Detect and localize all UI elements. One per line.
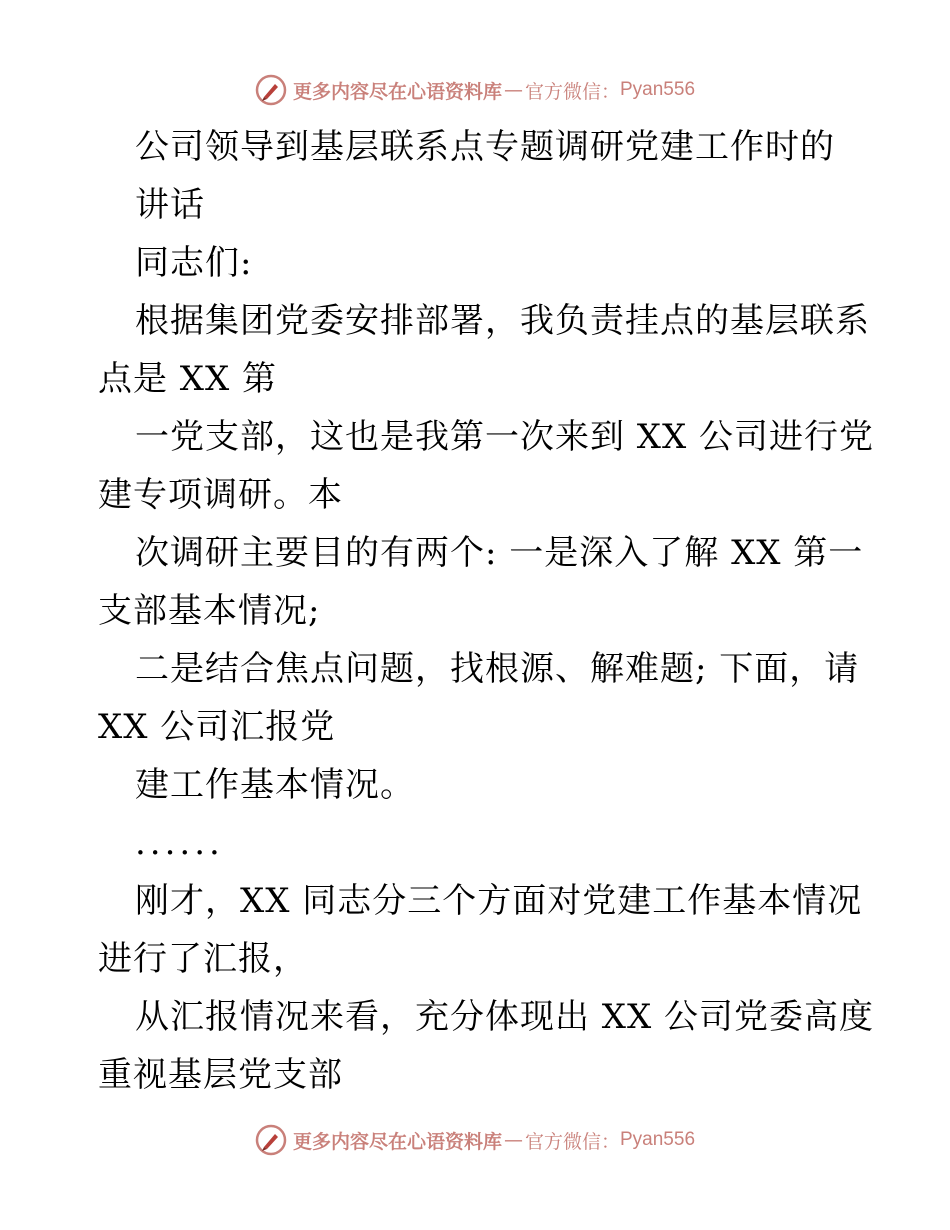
pen-logo-icon: [255, 74, 287, 106]
watermark-id: Pyan556: [620, 79, 696, 100]
watermark-sub: 官方微信：: [524, 1130, 620, 1153]
paragraph: 刚才，XX 同志分三个方面对党建工作基本情况 进行了汇报，: [98, 881, 863, 979]
watermark-sub: 官方微信：: [524, 80, 620, 103]
watermark-dash: —: [503, 1129, 523, 1151]
paragraph: 从汇报情况来看，充分体现出 XX 公司党委高度 重视基层党支部: [98, 997, 875, 1095]
paragraph: 建工作基本情况。: [135, 765, 415, 805]
pen-logo-icon: [255, 1124, 287, 1156]
footer-watermark: [0, 1120, 950, 1160]
watermark-id: Pyan556: [620, 1129, 696, 1150]
watermark-brand: 更多内容尽在心语资料库: [292, 80, 502, 103]
watermark-brand: 更多内容尽在心语资料库: [292, 1130, 502, 1153]
paragraph: 二是结合焦点问题，找根源、解难题; 下面，请 XX 公司汇报党: [98, 649, 860, 747]
ellipsis-line: ......: [135, 823, 224, 863]
document-body: [98, 118, 875, 1104]
paragraph-title: 公司领导到基层联系点专题调研党建工作时的 讲话: [135, 127, 835, 225]
paragraph: 一党支部，这也是我第一次来到 XX 公司进行党 建专项调研。本: [98, 417, 875, 515]
watermark-dash: —: [503, 79, 523, 101]
header-watermark: [0, 70, 950, 110]
paragraph: 次调研主要目的有两个: 一是深入了解 XX 第一 支部基本情况;: [98, 533, 864, 631]
paragraph: 根据集团党委安排部署，我负责挂点的基层联系 点是 XX 第: [98, 301, 870, 399]
paragraph-greeting: 同志们:: [135, 243, 253, 283]
